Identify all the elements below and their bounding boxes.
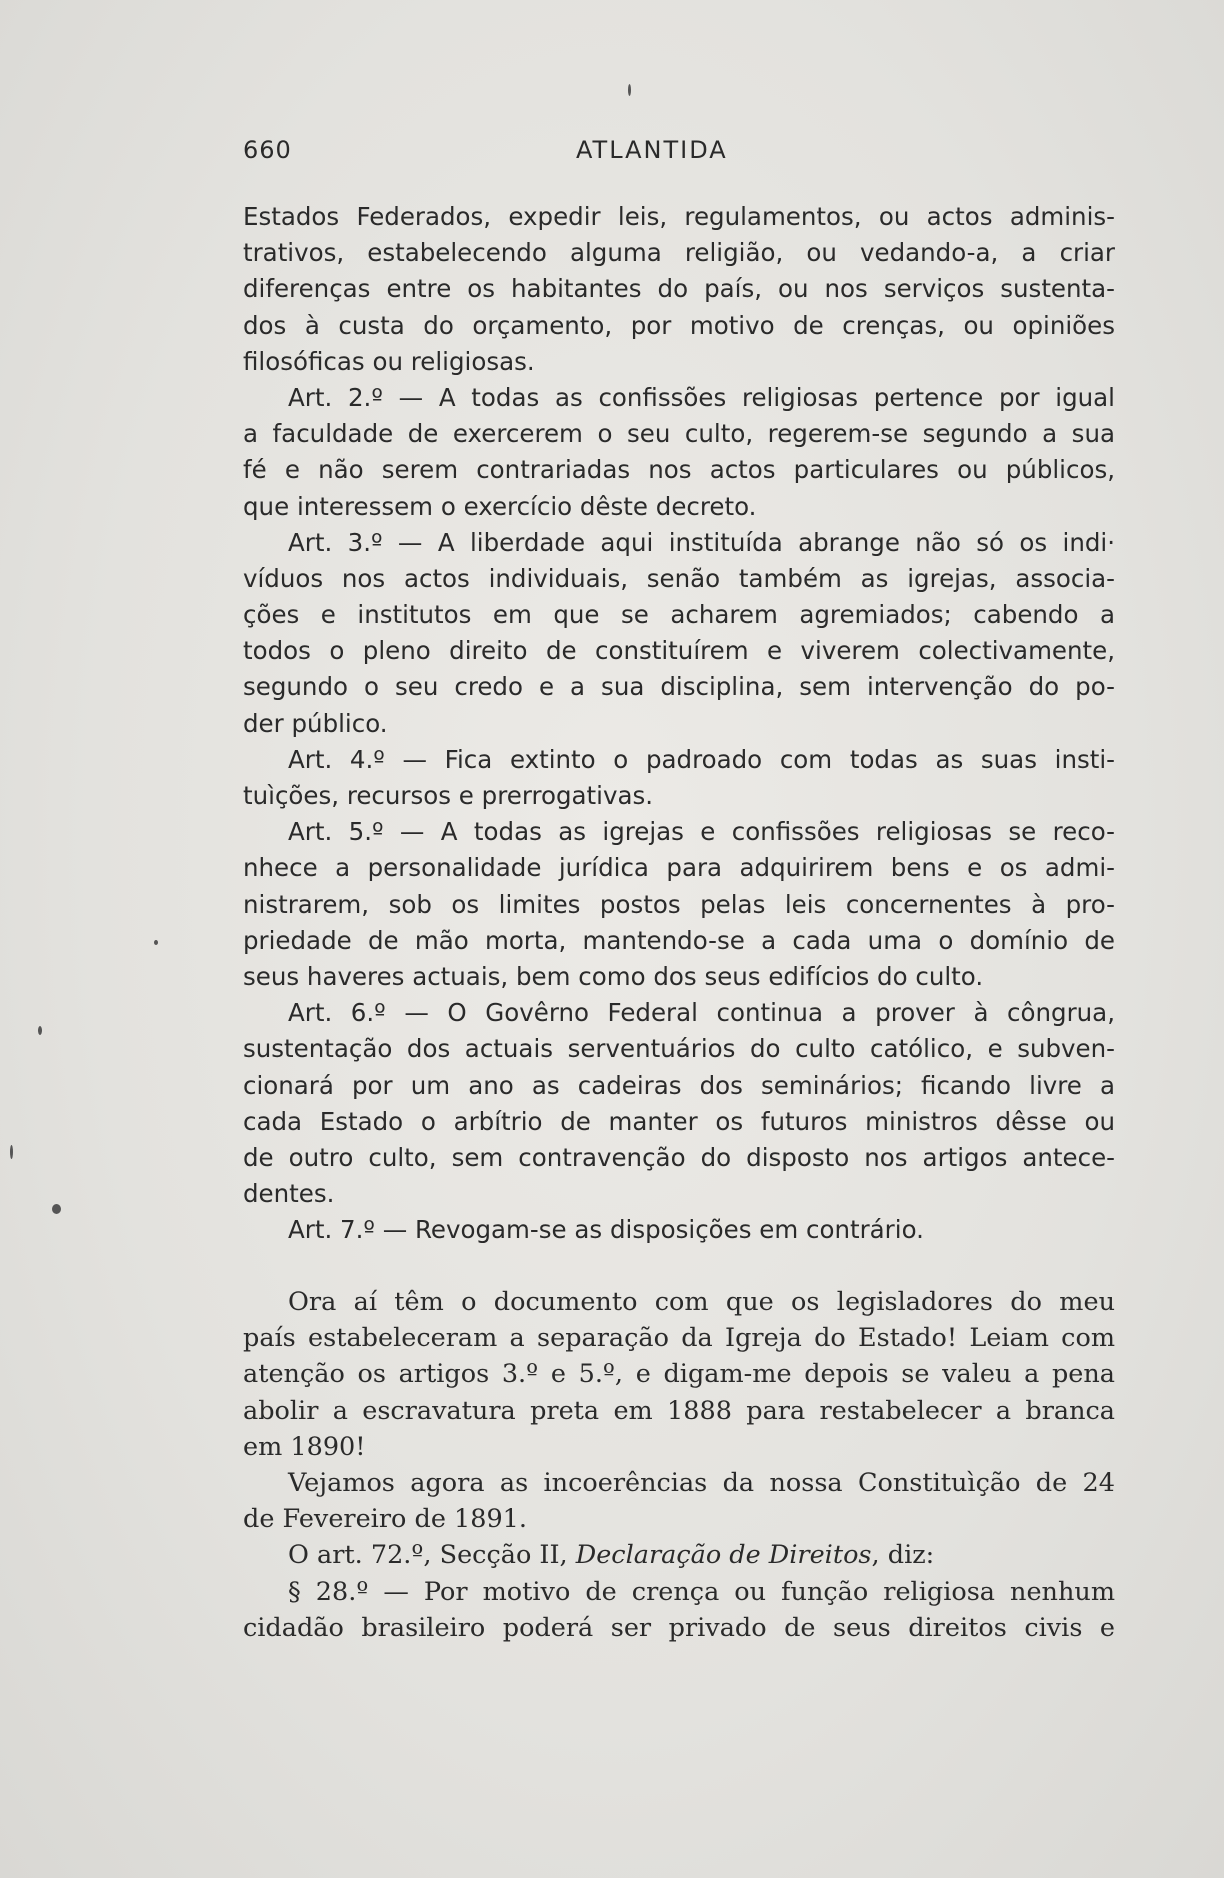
text-line: de outro culto, sem contravenção do disposto nos artigos antece- xyxy=(243,1142,1115,1172)
text-line: víduos nos actos individuais, senão também as igrejas, associa- xyxy=(243,563,1115,593)
article-6-line: Art. 6.º — O Govêrno Federal continua a prover à côngrua, xyxy=(288,998,1115,1028)
ink-speck xyxy=(628,84,631,96)
text-line: cionará por um ano as cadeiras dos seminários; ficando livre a xyxy=(243,1070,1115,1100)
text-line: Estados Federados, expedir leis, regulamentos, ou actos adminis- xyxy=(243,202,1115,231)
commentary-text xyxy=(243,1284,1115,1646)
text-line: filosóficas ou religiosas. xyxy=(243,346,535,376)
text-line: cada Estado o arbítrio de manter os futuros ministros dêsse ou xyxy=(243,1106,1115,1136)
text-line: segundo o seu credo e a sua disciplina, sem intervenção do po- xyxy=(243,672,1115,702)
text-line: fé e não serem contrariadas nos actos particulares ou públicos, xyxy=(243,455,1115,485)
text-line: der público. xyxy=(243,708,388,738)
running-head xyxy=(243,136,1113,168)
text-line: Vejamos agora as incoerências da nossa Constituìção de 24 xyxy=(288,1467,1115,1498)
text-fragment: , diz: xyxy=(871,1540,935,1571)
ink-speck xyxy=(10,1145,13,1159)
text-line: a faculdade de exercerem o seu culto, regerem-se segundo a sua xyxy=(243,419,1115,449)
text-line: atenção os artigos 3.º e 5.º, e digam-me depois se valeu a pena xyxy=(243,1359,1115,1390)
article-5-line: Art. 5.º — A todas as igrejas e confissões religiosas se reco- xyxy=(288,817,1115,847)
article-7-line: Art. 7.º — Revogam-se as disposições em contrário. xyxy=(288,1215,924,1245)
text-line: sustentação dos actuais serventuários do culto católico, e subven- xyxy=(243,1034,1115,1064)
text-line: nistrarem, sob os limites postos pelas leis concernentes à pro- xyxy=(243,889,1115,919)
text-line xyxy=(243,1537,1115,1573)
text-line: trativos, estabelecendo alguma religião, ou vedando-a, a criar xyxy=(243,238,1115,268)
text-line: priedade de mão morta, mantendo-se a cada uma o domínio de xyxy=(243,925,1115,955)
text-line: cidadão brasileiro poderá ser privado de seus direitos civis e xyxy=(243,1612,1115,1643)
text-line: país estabeleceram a separação da Igreja do Estado! Leiam com xyxy=(243,1323,1115,1354)
text-line: que interessem o exercício dêste decreto. xyxy=(243,491,757,521)
text-line: Ora aí têm o documento com que os legisladores do meu xyxy=(288,1287,1115,1317)
running-title: ATLANTIDA xyxy=(576,136,728,164)
text-line: de Fevereiro de 1891. xyxy=(243,1504,528,1535)
text-line: em 1890! xyxy=(243,1431,366,1462)
ink-speck xyxy=(154,940,158,945)
text-line: todos o pleno direito de constituírem e viverem colectivamente, xyxy=(243,636,1115,666)
text-line: tuìções, recursos e prerrogativas. xyxy=(243,781,654,810)
page-number: 660 xyxy=(243,136,292,164)
text-line: dentes. xyxy=(243,1179,335,1209)
text-line: § 28.º — Por motivo de crença ou função religiosa nenhum xyxy=(288,1576,1115,1607)
article-2-line: Art. 2.º — A todas as confissões religiosas pertence por igual xyxy=(288,382,1115,412)
italic-title: Declaração de Direitos xyxy=(575,1540,872,1571)
article-ref: O art. 72.º, Secção II, xyxy=(288,1540,576,1571)
text-line: diferenças entre os habitantes do país, ou nos serviços sustenta- xyxy=(243,274,1115,304)
text-line: nhece a personalidade jurídica para adquirirem bens e os admi- xyxy=(243,853,1115,883)
text-line: dos à custa do orçamento, por motivo de crenças, ou opiniões xyxy=(243,310,1115,340)
text-line: abolir a escravatura preta em 1888 para restabelecer a branca xyxy=(243,1395,1115,1426)
text-line: seus haveres actuais, bem como dos seus edifícios do culto. xyxy=(243,961,984,991)
text-line: ções e institutos em que se acharem agremiados; cabendo a xyxy=(243,600,1115,630)
decree-text xyxy=(243,199,1115,1248)
article-3-line: Art. 3.º — A liberdade aqui instituída abrange não só os indi· xyxy=(288,527,1115,557)
ink-speck xyxy=(38,1026,42,1035)
ink-speck xyxy=(52,1204,61,1214)
article-4-line: Art. 4.º — Fica extinto o padroado com todas as suas insti- xyxy=(288,744,1115,774)
